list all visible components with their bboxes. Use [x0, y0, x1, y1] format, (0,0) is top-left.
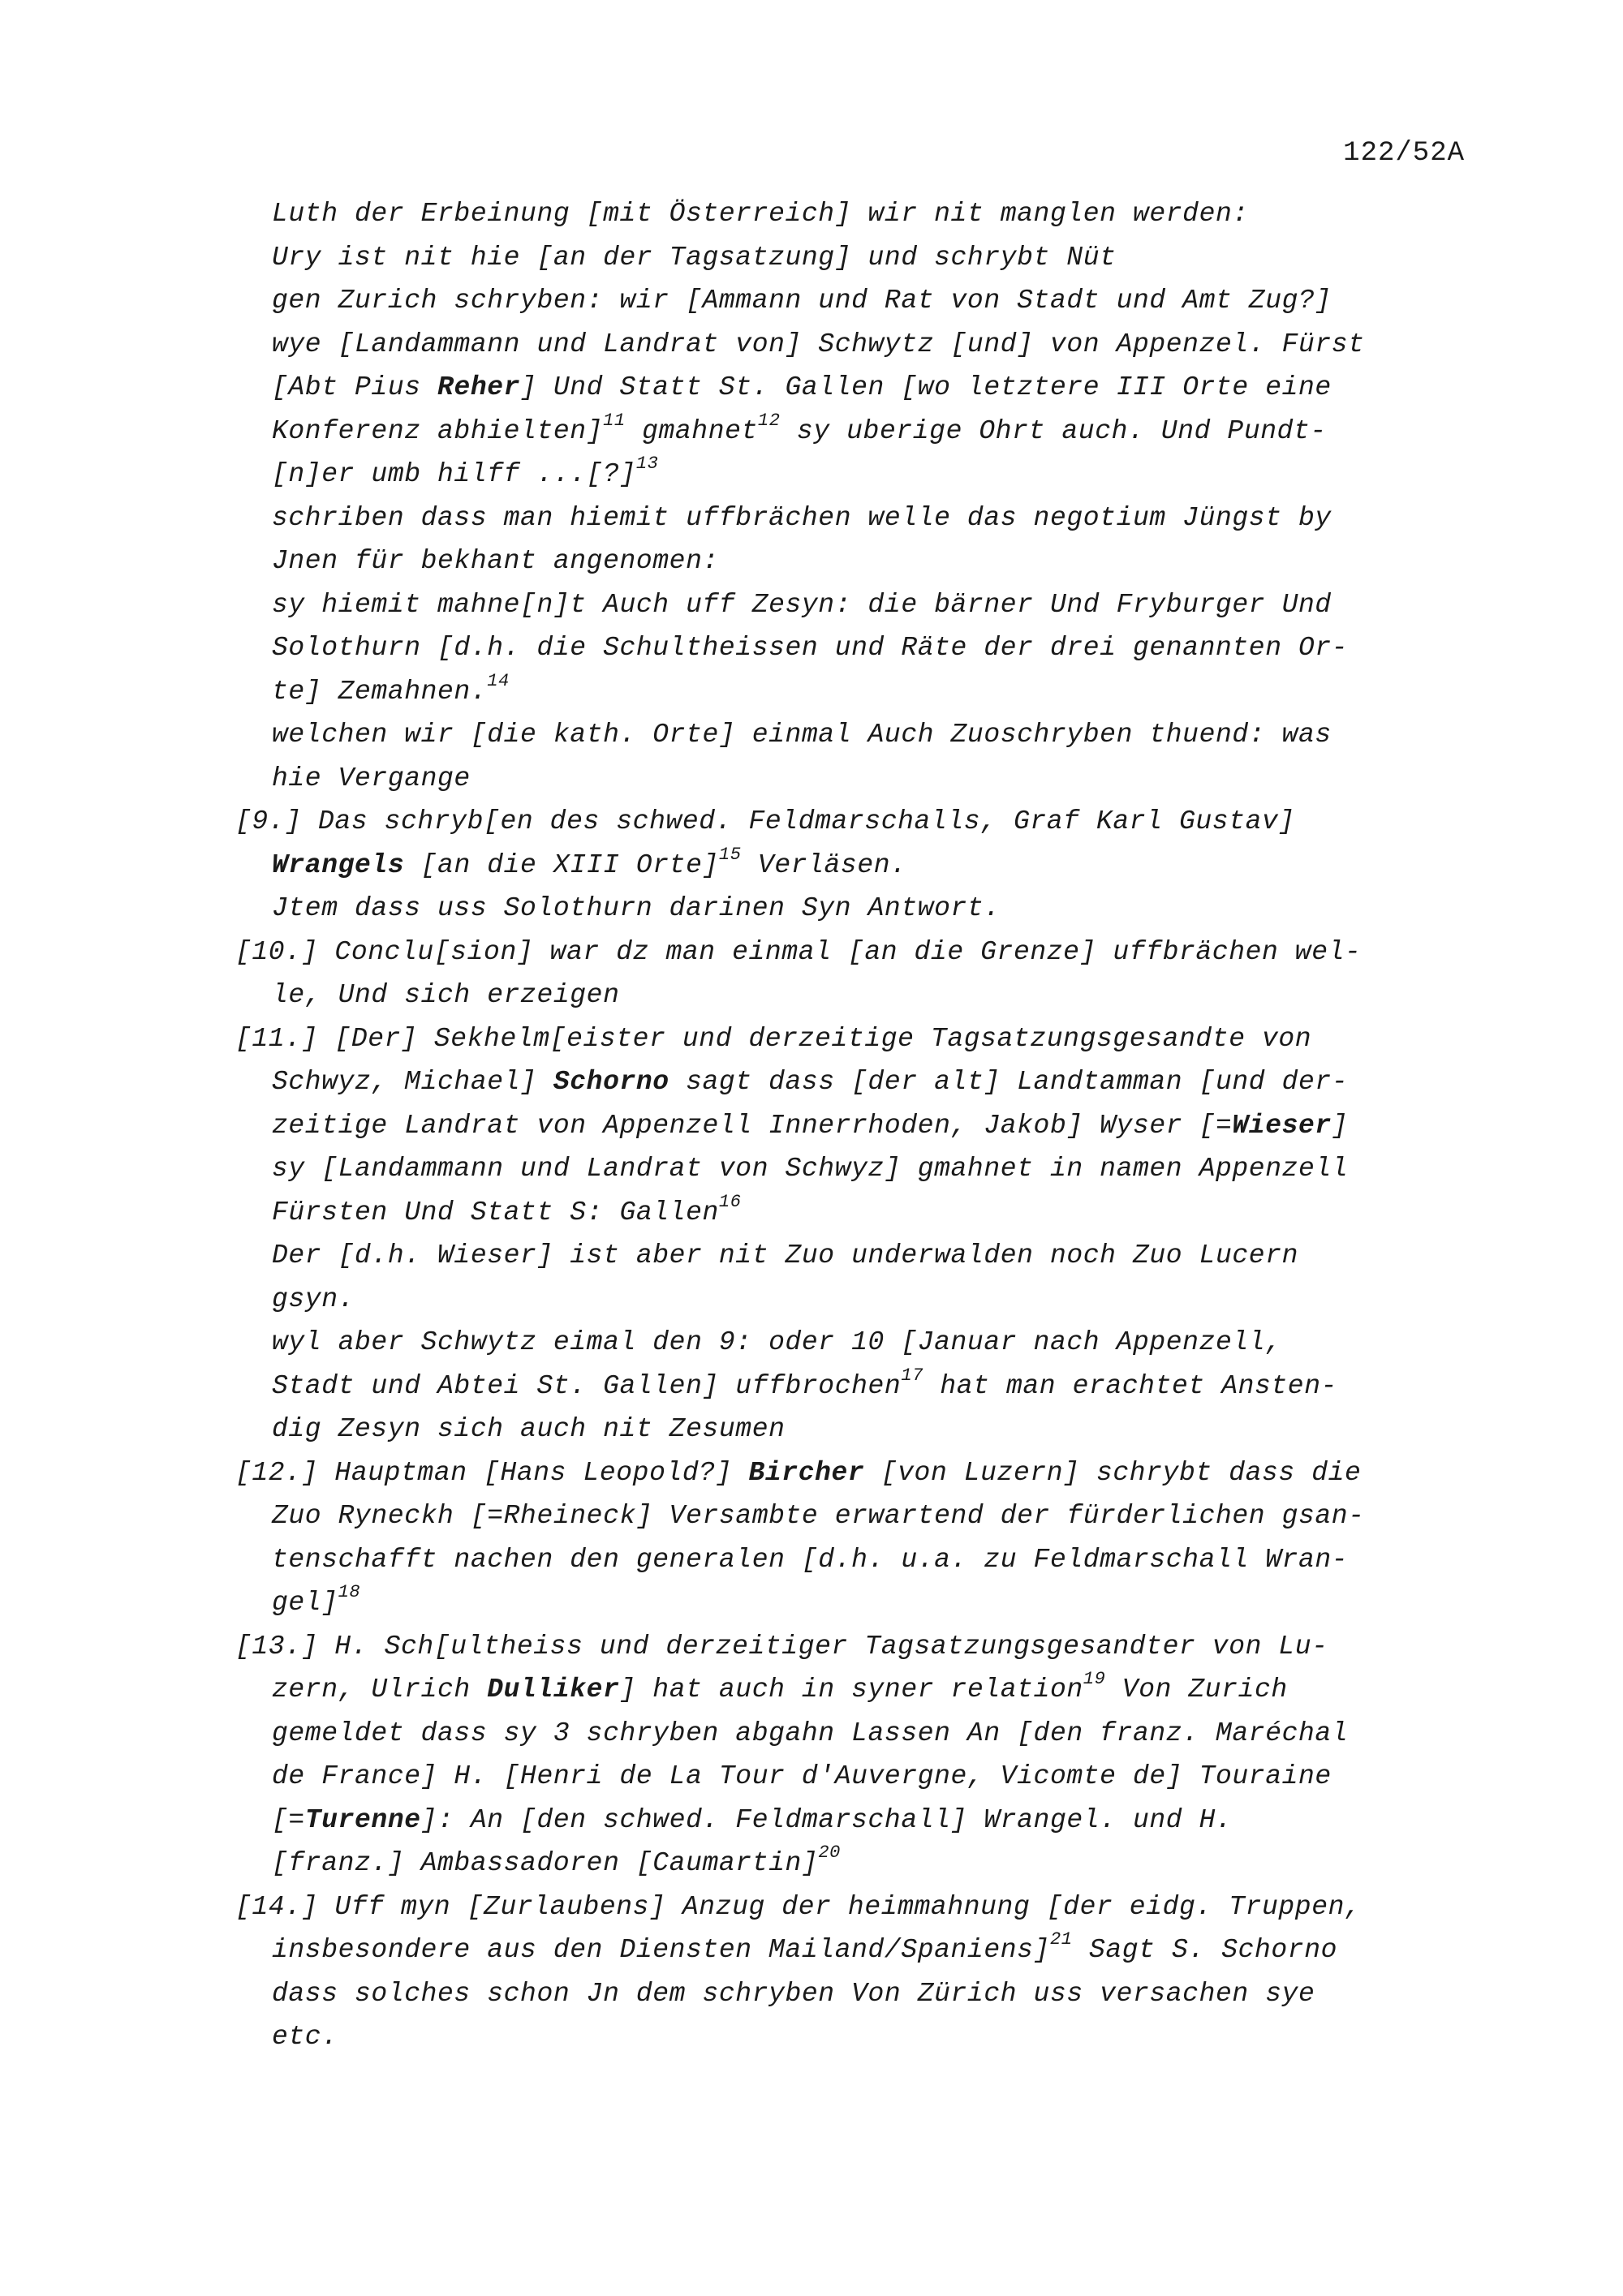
text-run: Jnen für bekhant angenomen: — [272, 546, 719, 576]
text-run: [= — [272, 1804, 305, 1835]
text-line — [235, 410, 1501, 454]
text-run: gsyn. — [272, 1283, 355, 1314]
text-run: [13.] H. Sch[ultheiss und derzeitiger Tagsatzungsgesandter von Lu- — [235, 1631, 1328, 1662]
text-run: hie Vergange — [272, 763, 471, 793]
text-line — [235, 1104, 1501, 1148]
text-run: ] hat auch in syner relation — [619, 1675, 1083, 1705]
text-line — [235, 1712, 1501, 1756]
text-line — [235, 887, 1501, 931]
text-line — [235, 931, 1501, 974]
text-run: [n]er umb hilff ...[?] — [272, 459, 636, 489]
text-run: le, Und sich erzeigen — [272, 980, 620, 1010]
footnote-ref: 11 — [603, 410, 626, 431]
text-run: [an die XIII Orte] — [404, 849, 719, 880]
text-line — [235, 279, 1501, 323]
text-line — [235, 1060, 1501, 1104]
text-run: wyl aber Schwytz eimal den 9: oder 10 [Januar nach Appenzell, — [272, 1327, 1282, 1357]
text-line — [235, 192, 1501, 236]
text-run: Sagt S. Schorno — [1072, 1935, 1338, 1965]
text-run: [Abt Pius — [272, 372, 438, 402]
text-line — [235, 453, 1501, 497]
text-line — [235, 1408, 1501, 1451]
text-run: Solothurn [d.h. die Schultheissen und Räte der drei genannten Or- — [272, 633, 1349, 663]
text-line — [235, 1842, 1501, 1885]
text-line — [235, 1234, 1501, 1278]
footnote-ref: 17 — [901, 1365, 923, 1386]
text-run: sagt dass [der alt] Landtamman [und der- — [669, 1067, 1349, 1097]
text-run: Schwyz, Michael] — [272, 1067, 553, 1097]
text-run: Von Zurich — [1105, 1675, 1288, 1705]
footnote-ref: 21 — [1049, 1929, 1073, 1950]
text-line — [235, 1494, 1501, 1538]
footnote-ref: 18 — [338, 1582, 361, 1602]
text-run: [11.] [Der] Sekhelm[eister und derzeitige Tagsatzungsgesandte von — [235, 1023, 1312, 1054]
text-line — [235, 1278, 1501, 1322]
text-line — [235, 1972, 1501, 2016]
text-run: [franz.] Ambassadoren [Caumartin] — [272, 1848, 819, 1878]
footnote-ref: 19 — [1083, 1669, 1106, 1689]
text-run: Luth der Erbeinung [mit Österreich] wir nit manglen werden: — [272, 199, 1249, 229]
text-line — [235, 800, 1501, 844]
text-run: Verläsen. — [741, 849, 907, 880]
text-line — [235, 1321, 1501, 1365]
text-line — [235, 2015, 1501, 2059]
text-run: gen Zurich schryben: wir [Ammann und Rat von Stadt und Amt Zug?] — [272, 286, 1332, 316]
text-line — [235, 1191, 1501, 1235]
text-line — [235, 713, 1501, 757]
text-line — [235, 1755, 1501, 1799]
text-run: [10.] Conclu[sion] war dz man einmal [an die Grenze] uffbrächen wel- — [235, 936, 1362, 967]
text-run: Konferenz abhielten] — [272, 415, 604, 446]
text-run: Zuo Ryneckh [=Rheineck] Versambte erwartend der fürderlichen gsan- — [272, 1501, 1365, 1531]
text-line — [235, 1451, 1501, 1495]
text-run: ] — [1331, 1110, 1349, 1141]
footnote-ref: 16 — [718, 1191, 742, 1212]
text-run: [9.] Das schryb[en des schwed. Feldmarschalls, Graf Karl Gustav] — [235, 806, 1295, 836]
text-run: Fürsten Und Statt S: Gallen — [272, 1197, 719, 1228]
emphasized-name: Turenne — [304, 1804, 421, 1835]
text-line — [235, 323, 1501, 367]
emphasized-name: Schorno — [553, 1067, 669, 1097]
text-line — [235, 1538, 1501, 1582]
text-run: gel] — [272, 1588, 338, 1618]
text-run: tenschafft nachen den generalen [d.h. u.a. zu Feldmarschall Wran- — [272, 1544, 1349, 1575]
text-run: schriben dass man hiemit uffbrächen welle das negotium Jüngst by — [272, 502, 1332, 533]
text-run: wye [Landammann und Landrat von] Schwytz [und] von Appenzel. Fürst — [272, 329, 1365, 359]
transcription-body — [235, 192, 1501, 2059]
text-line — [235, 1365, 1501, 1408]
text-run: ] Und Statt St. Gallen [wo letztere III Orte eine — [520, 372, 1332, 402]
footnote-ref: 15 — [718, 844, 742, 865]
text-run: dig Zesyn sich auch nit Zesumen — [272, 1414, 786, 1444]
emphasized-name: Reher — [437, 372, 521, 402]
text-run: sy hiemit mahne[n]t Auch uff Zesyn: die bärner Und Fryburger Und — [272, 589, 1332, 620]
text-run: de France] H. [Henri de La Tour d'Auvergne, Vicomte de] Touraine — [272, 1761, 1332, 1791]
text-line — [235, 1625, 1501, 1669]
text-line — [235, 1581, 1501, 1625]
text-line — [235, 626, 1501, 670]
text-run: zeitige Landrat von Appenzell Innerrhoden, Jakob] Wyser [= — [272, 1110, 1233, 1141]
text-line — [235, 236, 1501, 280]
emphasized-name: Wrangels — [272, 849, 405, 880]
emphasized-name: Bircher — [748, 1457, 865, 1488]
text-run: gmahnet — [625, 415, 758, 446]
text-line — [235, 844, 1501, 888]
text-line — [235, 974, 1501, 1017]
emphasized-name: Dulliker — [487, 1675, 620, 1705]
text-run: welchen wir [die kath. Orte] einmal Auch Zuoschryben thuend: was — [272, 720, 1332, 750]
page-number: 122/52A — [1343, 138, 1465, 169]
text-run: zern, Ulrich — [272, 1675, 488, 1705]
text-line — [235, 1668, 1501, 1712]
text-run: sy uberige Ohrt auch. Und Pundt- — [780, 415, 1327, 446]
text-run: Jtem dass uss Solothurn darinen Syn Antwort. — [272, 893, 1001, 923]
text-run: [12.] Hauptman [Hans Leopold?] — [235, 1457, 749, 1488]
text-run: [von Luzern] schrybt dass die — [864, 1457, 1362, 1488]
text-line — [235, 497, 1501, 540]
text-run: gemeldet dass sy 3 schryben abgahn Lassen An [den franz. Maréchal — [272, 1718, 1349, 1748]
text-line — [235, 583, 1501, 627]
text-line — [235, 366, 1501, 410]
text-run: etc. — [272, 2022, 338, 2052]
text-run: [14.] Uff myn [Zurlaubens] Anzug der heimmahnung [der eidg. Truppen, — [235, 1891, 1362, 1922]
text-run: te] Zemahnen. — [272, 676, 488, 707]
footnote-ref: 20 — [818, 1842, 841, 1863]
text-line — [235, 1017, 1501, 1061]
text-line — [235, 757, 1501, 801]
text-run: sy [Landammann und Landrat von Schwyz] gmahnet in namen Appenzell — [272, 1154, 1349, 1184]
text-run: Der [d.h. Wieser] ist aber nit Zuo underwalden noch Zuo Lucern — [272, 1240, 1298, 1271]
text-run: hat man erachtet Ansten- — [923, 1370, 1338, 1401]
emphasized-name: Wieser — [1232, 1110, 1332, 1141]
text-run: Ury ist nit hie [an der Tagsatzung] und schrybt Nüt — [272, 242, 1117, 273]
text-run: ]: An [den schwed. Feldmarschall] Wrangel. und H. — [420, 1804, 1233, 1835]
text-line — [235, 1147, 1501, 1191]
footnote-ref: 13 — [635, 454, 659, 474]
footnote-ref: 12 — [757, 410, 781, 431]
text-run: dass solches schon Jn dem schryben Von Zürich uss versachen sye — [272, 1978, 1315, 2009]
text-line — [235, 540, 1501, 583]
text-run: insbesondere aus den Diensten Mailand/Spaniens] — [272, 1935, 1050, 1965]
text-line — [235, 1885, 1501, 1929]
text-run: Stadt und Abtei St. Gallen] uffbrochen — [272, 1370, 902, 1401]
text-line — [235, 670, 1501, 714]
footnote-ref: 14 — [487, 670, 510, 691]
text-line — [235, 1928, 1501, 1972]
text-line — [235, 1799, 1501, 1842]
